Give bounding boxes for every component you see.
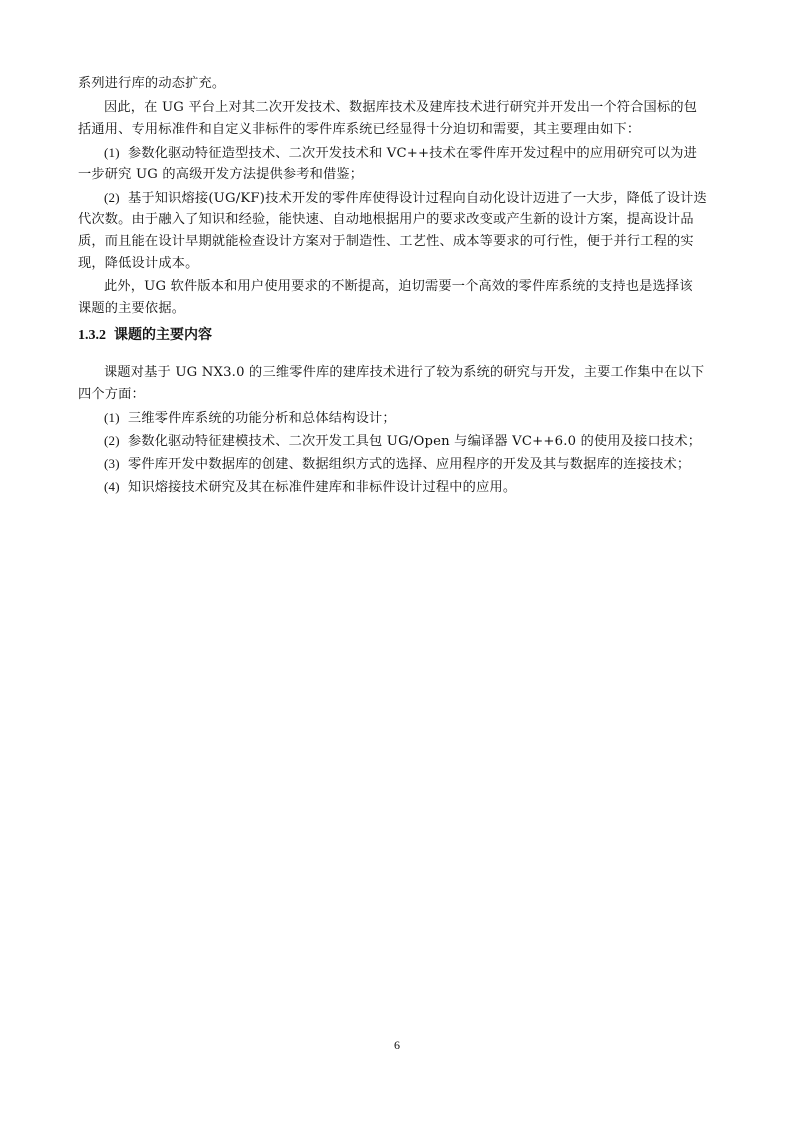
paragraph-line: 括通用、专用标准件和自定义非标件的零件库系统已经显得十分迫切和需要，其主要理由如下：: [78, 122, 641, 137]
section-number: 1.3.2: [78, 328, 106, 343]
section-heading: [78, 325, 212, 346]
paragraph-line: 现，降低设计成本。: [78, 256, 199, 271]
reason-item-1: [104, 142, 746, 165]
paragraph-line: 四个方面：: [78, 387, 145, 402]
item-text: 零件库开发中数据库的创建、数据组织方式的选择、应用程序的开发及其与数据库的连接技术；: [128, 457, 691, 472]
item-text: 三维零件库系统的功能分析和总体结构设计；: [128, 411, 396, 426]
list-item: [104, 453, 746, 476]
paragraph-line: 一步研究 UG 的高级开发方法提供参考和借鉴；: [78, 167, 364, 182]
item-number: (1): [104, 145, 120, 160]
paragraph-line: 课题对基于 UG NX3.0 的三维零件库的建库技术进行了较为系统的研究与开发，主要工作集中在以下: [104, 365, 705, 380]
item-text: 参数化驱动特征建模技术、二次开发工具包 UG/Open 与编译器 VC++6.0 的使用及接口技术；: [128, 434, 702, 449]
item-number: (1): [104, 410, 120, 425]
item-text: 基于知识熔接(UG/KF)技术开发的零件库使得设计过程向自动化设计迈进了一大步，降低了设计迭: [128, 191, 707, 206]
item-text: 知识熔接技术研究及其在标准件建库和非标件设计过程中的应用。: [128, 480, 517, 495]
paragraph-line: 系列进行库的动态扩充。: [78, 76, 226, 91]
reason-item-2: [104, 187, 746, 210]
list-item: [104, 430, 746, 453]
item-number: (2): [104, 190, 120, 205]
item-number: (4): [104, 479, 120, 494]
item-number: (2): [104, 433, 120, 448]
section-title: 课题的主要内容: [114, 327, 212, 343]
list-item: [104, 407, 746, 430]
paragraph-line: 课题的主要依据。: [78, 301, 186, 316]
item-number: (3): [104, 456, 120, 471]
page-number: 6: [394, 1038, 400, 1052]
paragraph-line: 因此，在 UG 平台上对其二次开发技术、数据库技术及建库技术进行研究并开发出一个符合国标的包: [104, 100, 698, 115]
item-text: 参数化驱动特征造型技术、二次开发技术和 VC++技术在零件库开发过程中的应用研究可以为进: [128, 146, 698, 161]
paragraph-line: 此外，UG 软件版本和用户使用要求的不断提高，迫切需要一个高效的零件库系统的支持也是选择该: [104, 279, 693, 294]
list-item: [104, 476, 746, 499]
paragraph-line: 代次数。由于融入了知识和经验，能快速、自动地根据用户的要求改变或产生新的设计方案，提高设计品: [78, 212, 694, 227]
paragraph-line: 质，而且能在设计早期就能检查设计方案对于制造性、工艺性、成本等要求的可行性，便于并行工程的实: [78, 234, 694, 249]
